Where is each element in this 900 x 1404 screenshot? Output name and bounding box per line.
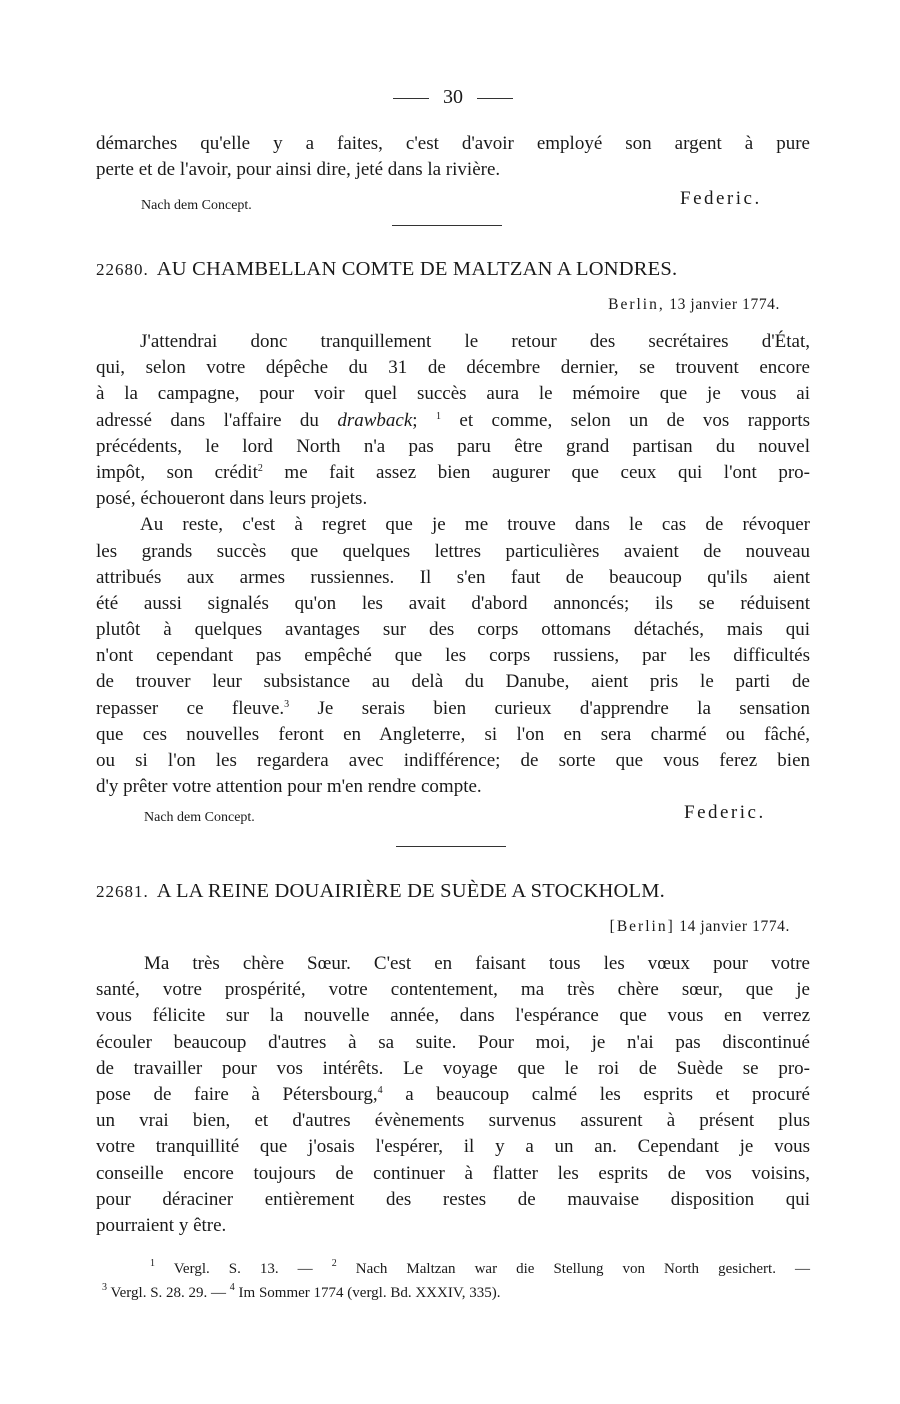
text-line: d'y prêter votre attention pour m'en rendre compte. bbox=[96, 776, 482, 798]
footnote-marker: 1 bbox=[150, 1258, 155, 1269]
text-fragment: pose de faire à Pétersbourg, bbox=[96, 1083, 378, 1105]
text-fragment: a beaucoup calmé les esprits et procuré bbox=[382, 1083, 810, 1105]
section-divider bbox=[392, 225, 502, 226]
page-number bbox=[96, 86, 810, 109]
text-line: Ma très chère Sœur. C'est en faisant tous les vœux pour votre bbox=[144, 953, 810, 974]
footnote-ref: 4 bbox=[377, 1084, 383, 1096]
text-line: conseille encore toujours de continuer à flatter les esprits de vos voisins, bbox=[96, 1162, 810, 1184]
text-fragment: ; bbox=[412, 409, 436, 431]
letter-number: 22681. bbox=[96, 882, 149, 901]
text-line bbox=[96, 1082, 810, 1108]
letter-title: A LA REINE DOUAIRIÈRE DE SUÈDE A STOCKHOLM. bbox=[156, 880, 665, 902]
footnote-text: Vergl. S. 13. — bbox=[155, 1261, 332, 1277]
dateline-city: [Berlin] bbox=[609, 918, 675, 935]
letter-title: AU CHAMBELLAN COMTE DE MALTZAN A LONDRES. bbox=[156, 258, 678, 280]
footnote-text: Im Sommer 1774 (vergl. Bd. XXXIV, 335). bbox=[234, 1285, 501, 1301]
text-line: un vrai bien, et d'autres évènements survenus assurent à présent plus bbox=[96, 1110, 810, 1132]
continuation-paragraph bbox=[96, 131, 810, 183]
text-fragment: impôt, son crédit bbox=[96, 461, 258, 483]
text-fragment: repasser ce fleuve. bbox=[96, 697, 285, 719]
text-line: J'attendrai donc tranquillement le retour des secrétaires d'État, bbox=[140, 331, 810, 352]
letter-paragraph-2 bbox=[96, 951, 810, 1239]
text-line: qui, selon votre dépêche du 31 de décembre dernier, se trouvent encore bbox=[96, 357, 810, 379]
dateline-date: 14 janvier 1774. bbox=[679, 918, 790, 935]
footnote-ref: 3 bbox=[284, 698, 290, 710]
footnote-line bbox=[102, 1281, 810, 1305]
footnote-marker: 3 bbox=[102, 1282, 107, 1293]
text-line: pour déraciner entièrement des restes de mauvaise disposition qui bbox=[96, 1188, 810, 1210]
signature: Federic. bbox=[684, 802, 766, 823]
text-line: démarches qu'elle y a faites, c'est d'avoir employé son argent à pure bbox=[96, 133, 810, 154]
text-line: précédents, le lord North n'a pas paru être grand partisan du nouvel bbox=[96, 435, 810, 457]
text-line: pourraient y être. bbox=[96, 1214, 227, 1236]
text-line: n'ont cependant pas empêché que les corps russiens, par les difficultés bbox=[96, 645, 810, 667]
text-fragment: Je serais bien curieux d'apprendre la sensation bbox=[289, 697, 810, 719]
text-line: Au reste, c'est à regret que je me trouve dans le cas de révoquer bbox=[140, 514, 810, 536]
page-number-dash-left bbox=[393, 98, 429, 99]
text-line: de trouver leur subsistance au delà du Danube, aient pris le parti de bbox=[96, 671, 810, 693]
text-line bbox=[96, 460, 810, 486]
footnote-marker: 2 bbox=[331, 1258, 337, 1269]
footnotes bbox=[102, 1257, 810, 1305]
italic-term: drawback bbox=[337, 409, 413, 431]
text-fragment: me fait assez bien augurer que ceux qui l'ont pro- bbox=[262, 461, 810, 483]
text-line: perte et de l'avoir, pour ainsi dire, jeté dans la rivière. bbox=[96, 159, 501, 181]
text-fragment: adressé dans l'affaire du bbox=[96, 409, 338, 431]
footnote-line bbox=[102, 1257, 810, 1281]
source-note: Nach dem Concept. bbox=[144, 810, 255, 825]
footnote-ref: 2 bbox=[257, 462, 263, 474]
dateline-city: Berlin, bbox=[608, 296, 665, 313]
dateline bbox=[610, 918, 790, 936]
text-line: les grands succès que quelques lettres particulières avaient de nouveau bbox=[96, 540, 810, 562]
dateline bbox=[608, 296, 780, 314]
text-line: été aussi signalés qu'on les avait d'abord annoncés; ils se réduisent bbox=[96, 592, 810, 614]
text-line: que ces nouvelles feront en Angleterre, si l'on en sera charmé ou fâché, bbox=[96, 723, 810, 745]
text-line: plutôt à quelques avantages sur des corps ottomans détachés, mais qui bbox=[96, 619, 810, 641]
text-line: attribués aux armes russiennes. Il s'en faut de beaucoup qu'ils aient bbox=[96, 566, 810, 588]
text-line: à la campagne, pour voir quel succès aura le mémoire que je vous ai bbox=[96, 383, 810, 405]
text-line: vous félicite sur la nouvelle année, dans l'espérance que vous en verrez bbox=[96, 1005, 810, 1027]
footnote-text: Vergl. S. 28. 29. — bbox=[107, 1285, 230, 1301]
letter-heading bbox=[96, 258, 810, 281]
dateline-date: 13 janvier 1774. bbox=[669, 296, 780, 313]
footnote-marker: 4 bbox=[229, 1282, 235, 1293]
signature: Federic. bbox=[680, 188, 762, 209]
text-line: posé, échoueront dans leurs projets. bbox=[96, 488, 368, 510]
text-line bbox=[96, 696, 810, 722]
text-line: de travailler pour vos intérêts. Le voyage que le roi de Suède se pro- bbox=[96, 1057, 810, 1079]
text-line: ou si l'on les regardera avec indifférence; de sorte que vous ferez bien bbox=[96, 750, 810, 771]
text-fragment: et comme, selon un de vos rapports bbox=[440, 409, 810, 431]
letter-number: 22680. bbox=[96, 260, 149, 279]
footnote-ref: 1 bbox=[435, 410, 441, 422]
page-number-dash-right bbox=[477, 98, 513, 99]
text-line: écouler beaucoup d'autres à sa suite. Pour moi, je n'ai pas discontinué bbox=[96, 1031, 810, 1053]
text-line: votre tranquillité que j'osais l'espérer, il y a un an. Cependant je vous bbox=[96, 1136, 810, 1158]
text-line bbox=[96, 408, 810, 434]
text-line: santé, votre prospérité, votre contentement, ma très chère sœur, que je bbox=[96, 979, 810, 1001]
page-number-text: 30 bbox=[443, 86, 463, 108]
section-divider bbox=[396, 846, 506, 847]
letter-paragraph-1 bbox=[96, 329, 810, 800]
footnote-text: Nach Maltzan war die Stellung von North gesichert. — bbox=[336, 1261, 810, 1277]
source-note: Nach dem Concept. bbox=[141, 198, 252, 213]
letter-heading bbox=[96, 880, 810, 903]
